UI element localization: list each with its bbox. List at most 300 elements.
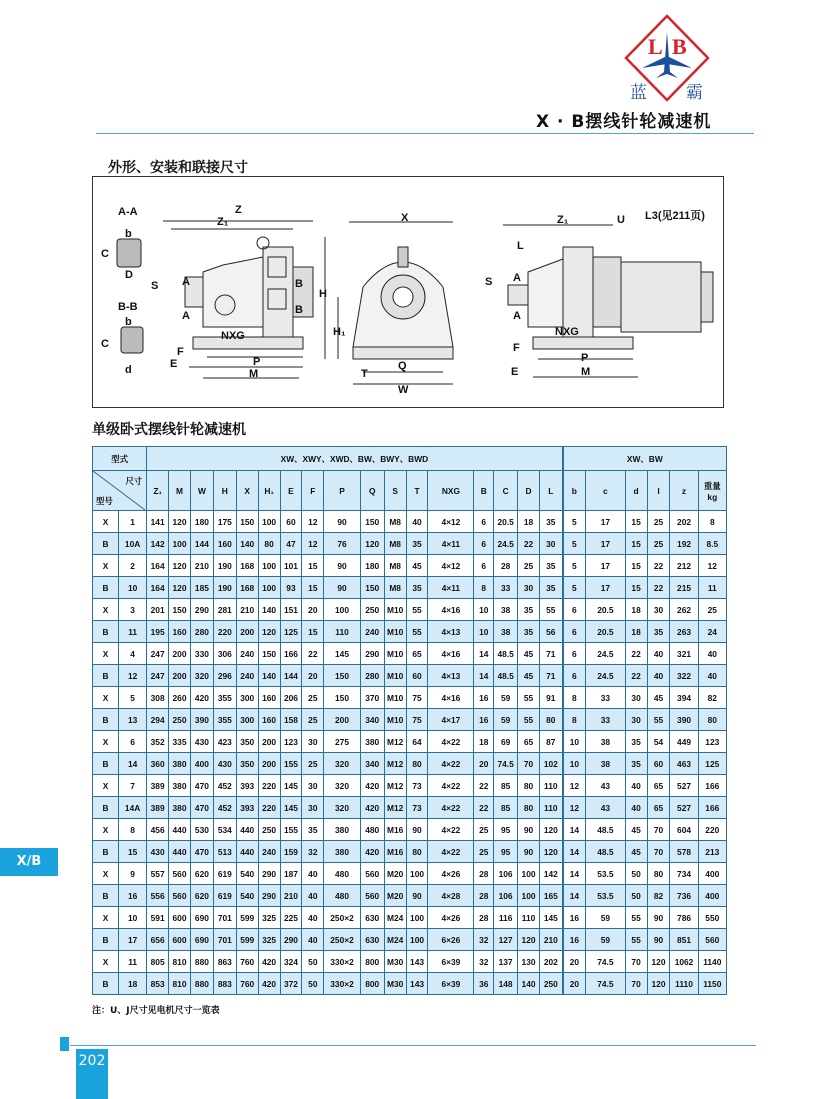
row-model-cell: 8	[119, 819, 147, 841]
table-cell: 656	[147, 929, 169, 951]
table-row	[93, 577, 727, 599]
table-cell: 40	[302, 863, 324, 885]
table-cell: 470	[190, 797, 213, 819]
label-z: Z	[235, 204, 242, 216]
label-t: T	[361, 368, 368, 380]
table-cell: 55	[406, 621, 428, 643]
table-cell: 4×12	[428, 511, 474, 533]
table-cell: 470	[190, 841, 213, 863]
row-model-cell: 9	[119, 863, 147, 885]
row-model-cell: 18	[119, 973, 147, 995]
row-type-cell: B	[93, 841, 119, 863]
table-cell: 883	[213, 973, 236, 995]
table-cell: 330	[190, 643, 213, 665]
table-cell: 202	[670, 511, 698, 533]
row-model-cell: 6	[119, 731, 147, 753]
table-cell: 145	[280, 797, 302, 819]
table-cell: 65	[647, 797, 670, 819]
table-cell: 101	[280, 555, 302, 577]
table-cell: 100	[258, 511, 280, 533]
table-cell: 155	[280, 819, 302, 841]
table-cell: 55	[647, 709, 670, 731]
table-cell: 40	[647, 665, 670, 687]
table-cell: 80	[518, 775, 540, 797]
table-cell: 220	[258, 775, 280, 797]
table-cell: 43	[586, 797, 626, 819]
corner-model-label: 型号	[96, 496, 113, 506]
table-cell: 190	[213, 555, 236, 577]
table-cell: 4×26	[428, 863, 474, 885]
table-cell: M10	[384, 621, 406, 643]
column-header: F	[302, 471, 324, 511]
table-cell: 851	[670, 929, 698, 951]
table-cell: 440	[236, 841, 258, 863]
table-row	[93, 643, 727, 665]
table-cell: 75	[406, 687, 428, 709]
table-cell: 360	[147, 753, 169, 775]
label-b-small: b	[125, 228, 132, 240]
table-cell: 15	[625, 555, 647, 577]
table-cell: 45	[406, 555, 428, 577]
table-cell: 250	[360, 599, 384, 621]
table-cell: 578	[670, 841, 698, 863]
label-x: X	[401, 212, 409, 224]
column-header: S	[384, 471, 406, 511]
table-row	[93, 599, 727, 621]
row-type-cell: B	[93, 533, 119, 555]
table-cell: 120	[169, 555, 191, 577]
table-cell: 60	[406, 665, 428, 687]
row-type-cell: B	[93, 709, 119, 731]
table-cell: 213	[698, 841, 726, 863]
table-cell: 144	[280, 665, 302, 687]
table-cell: M24	[384, 907, 406, 929]
table-cell: 127	[494, 929, 518, 951]
table-cell: 80	[539, 709, 562, 731]
table-cell: 560	[169, 863, 191, 885]
row-type-cell: X	[93, 643, 119, 665]
column-header: P	[324, 471, 360, 511]
table-cell: 168	[236, 577, 258, 599]
row-type-cell: X	[93, 863, 119, 885]
table-cell: 16	[563, 907, 586, 929]
table-cell: 8	[563, 687, 586, 709]
table-cell: 262	[670, 599, 698, 621]
table-cell: 120	[360, 533, 384, 555]
row-model-cell: 14	[119, 753, 147, 775]
table-cell: 50	[625, 885, 647, 907]
table-cell: 4×11	[428, 533, 474, 555]
table-cell: 87	[539, 731, 562, 753]
table-cell: 32	[474, 929, 494, 951]
table-cell: 420	[360, 797, 384, 819]
table-cell: 59	[494, 687, 518, 709]
table-cell: 59	[586, 907, 626, 929]
table-cell: 1062	[670, 951, 698, 973]
table-cell: 75	[406, 709, 428, 731]
row-type-cell: B	[93, 753, 119, 775]
table-cell: 130	[518, 951, 540, 973]
table-cell: 90	[406, 885, 428, 907]
table-cell: 560	[698, 929, 726, 951]
row-model-cell: 17	[119, 929, 147, 951]
table-cell: 430	[213, 753, 236, 775]
table-cell: M8	[384, 511, 406, 533]
table-cell: 100	[169, 533, 191, 555]
table-cell: 372	[280, 973, 302, 995]
table-cell: 420	[190, 687, 213, 709]
table-cell: 48.5	[494, 665, 518, 687]
label-u: U	[617, 214, 625, 226]
column-header: B	[474, 471, 494, 511]
row-model-cell: 7	[119, 775, 147, 797]
table-cell: 120	[518, 929, 540, 951]
table-cell: 90	[647, 907, 670, 929]
table-cell: 380	[169, 753, 191, 775]
table-cell: 6×39	[428, 973, 474, 995]
table-cell: 65	[518, 731, 540, 753]
table-cell: 250	[169, 709, 191, 731]
table-cell: 33	[494, 577, 518, 599]
table-cell: 35	[539, 511, 562, 533]
table-cell: 55	[406, 599, 428, 621]
label-b2: B	[295, 304, 303, 316]
column-header: M	[169, 471, 191, 511]
label-s-right: S	[485, 276, 493, 288]
table-cell: 155	[280, 753, 302, 775]
column-header: L	[539, 471, 562, 511]
table-cell: M12	[384, 797, 406, 819]
table-cell: 250×2	[324, 907, 360, 929]
table-row	[93, 907, 727, 929]
table-cell: 619	[213, 885, 236, 907]
table-cell: 56	[539, 621, 562, 643]
label-c2: C	[101, 338, 109, 350]
table-cell: 300	[236, 687, 258, 709]
table-cell: 15	[302, 621, 324, 643]
table-cell: 70	[647, 819, 670, 841]
row-model-cell: 5	[119, 687, 147, 709]
table-cell: 160	[169, 621, 191, 643]
table-cell: 85	[494, 775, 518, 797]
table-cell: 90	[518, 841, 540, 863]
table-cell: 70	[625, 951, 647, 973]
label-l: L	[517, 240, 524, 252]
table-cell: 70	[625, 973, 647, 995]
table-cell: 480	[360, 819, 384, 841]
table-cell: 145	[280, 775, 302, 797]
table-cell: 120	[169, 577, 191, 599]
table-cell: 100	[406, 863, 428, 885]
table-cell: 200	[324, 709, 360, 731]
table-cell: 151	[280, 599, 302, 621]
table-cell: 14	[474, 643, 494, 665]
table-cell: 6	[563, 621, 586, 643]
table-cell: 210	[190, 555, 213, 577]
table-cell: 600	[169, 907, 191, 929]
table-cell: 10	[474, 599, 494, 621]
table-cell: 150	[169, 599, 191, 621]
table-cell: 556	[147, 885, 169, 907]
table-cell: 4×12	[428, 555, 474, 577]
table-cell: 393	[236, 797, 258, 819]
table-cell: 4×22	[428, 731, 474, 753]
table-cell: 100	[258, 555, 280, 577]
table-cell: 393	[236, 775, 258, 797]
table-cell: 340	[360, 709, 384, 731]
table-cell: 880	[190, 951, 213, 973]
table-cell: 76	[324, 533, 360, 555]
table-cell: 137	[494, 951, 518, 973]
table-cell: 69	[494, 731, 518, 753]
table-row	[93, 687, 727, 709]
table-cell: 38	[586, 753, 626, 775]
table-cell: 25	[474, 841, 494, 863]
table-cell: 690	[190, 907, 213, 929]
table-cell: 24.5	[494, 533, 518, 555]
row-type-cell: B	[93, 577, 119, 599]
row-model-cell: 15	[119, 841, 147, 863]
table-cell: 330×2	[324, 973, 360, 995]
table-cell: 195	[147, 621, 169, 643]
table-cell: 35	[647, 621, 670, 643]
table-cell: 18	[625, 621, 647, 643]
table-cell: 145	[324, 643, 360, 665]
table-cell: 14	[563, 863, 586, 885]
row-type-cell: X	[93, 555, 119, 577]
table-cell: 48.5	[494, 643, 518, 665]
table-cell: M8	[384, 577, 406, 599]
table-cell: 100	[406, 907, 428, 929]
table-cell: 463	[670, 753, 698, 775]
table-cell: 206	[280, 687, 302, 709]
table-cell: 143	[406, 973, 428, 995]
table-cell: 394	[670, 687, 698, 709]
table-cell: 335	[169, 731, 191, 753]
table-cell: 20	[474, 753, 494, 775]
table-cell: 90	[324, 511, 360, 533]
table-cell: 53.5	[586, 863, 626, 885]
label-e: E	[170, 358, 178, 370]
table-cell: 604	[670, 819, 698, 841]
table-cell: M10	[384, 665, 406, 687]
table-cell: 35	[539, 577, 562, 599]
table-cell: 120	[258, 621, 280, 643]
table-cell: M12	[384, 775, 406, 797]
label-a2: A	[182, 310, 190, 322]
table-cell: 160	[258, 687, 280, 709]
table-cell: 290	[280, 929, 302, 951]
label-c: C	[101, 248, 109, 260]
table-row	[93, 511, 727, 533]
table-cell: 82	[647, 885, 670, 907]
table-cell: 35	[406, 577, 428, 599]
table-cell: 14	[563, 885, 586, 907]
table-cell: 263	[670, 621, 698, 643]
table-cell: 8	[563, 709, 586, 731]
table-cell: 110	[324, 621, 360, 643]
table-cell: 1150	[698, 973, 726, 995]
table-cell: 210	[539, 929, 562, 951]
table-cell: 45	[625, 819, 647, 841]
table-cell: 71	[539, 665, 562, 687]
table-cell: 550	[698, 907, 726, 929]
table-cell: 50	[302, 973, 324, 995]
table-cell: 390	[190, 709, 213, 731]
table-cell: 15	[302, 555, 324, 577]
table-cell: 30	[647, 599, 670, 621]
table-cell: 260	[169, 687, 191, 709]
column-header: W	[190, 471, 213, 511]
table-cell: 275	[324, 731, 360, 753]
table-cell: 250×2	[324, 929, 360, 951]
table-cell: 45	[518, 665, 540, 687]
table-cell: M24	[384, 929, 406, 951]
table-cell: 6	[563, 599, 586, 621]
table-cell: 33	[586, 687, 626, 709]
table-cell: 5	[563, 533, 586, 555]
label-p: P	[253, 356, 261, 368]
column-header: H	[213, 471, 236, 511]
table-cell: 12	[302, 533, 324, 555]
table-cell: 25	[302, 687, 324, 709]
table-cell: 17	[586, 555, 626, 577]
table-cell: 164	[147, 577, 169, 599]
label-h1: H₁	[333, 326, 346, 338]
table-cell: 90	[518, 819, 540, 841]
table-row	[93, 929, 727, 951]
table-cell: 620	[190, 863, 213, 885]
table-cell: 82	[698, 687, 726, 709]
label-section-bb: B-B	[118, 301, 138, 313]
row-type-cell: X	[93, 687, 119, 709]
table-cell: 28	[474, 863, 494, 885]
brand-name-left: 蓝	[630, 83, 647, 103]
table-cell: 80	[258, 533, 280, 555]
table-cell: 5	[563, 555, 586, 577]
table-cell: 320	[324, 797, 360, 819]
label-section-aa: A-A	[118, 206, 138, 218]
table-cell: 591	[147, 907, 169, 929]
brand-name-right: 霸	[686, 83, 703, 103]
table-cell: 210	[280, 885, 302, 907]
row-model-cell: 10	[119, 907, 147, 929]
table-cell: 120	[647, 973, 670, 995]
table-cell: 200	[258, 731, 280, 753]
table-cell: 40	[302, 885, 324, 907]
table-cell: 330×2	[324, 951, 360, 973]
table-cell: 220	[213, 621, 236, 643]
column-header: b	[563, 471, 586, 511]
table-cell: 54	[647, 731, 670, 753]
row-type-cell: X	[93, 907, 119, 929]
table-cell: 786	[670, 907, 698, 929]
table-cell: 800	[360, 951, 384, 973]
table-cell: 150	[258, 643, 280, 665]
table-cell: 159	[280, 841, 302, 863]
table-cell: 18	[518, 511, 540, 533]
label-b: B	[295, 278, 303, 290]
table-cell: 11	[698, 577, 726, 599]
table-cell: 202	[539, 951, 562, 973]
table-cell: 215	[670, 577, 698, 599]
table-cell: 48.5	[586, 819, 626, 841]
table-cell: 390	[670, 709, 698, 731]
row-model-cell: 2	[119, 555, 147, 577]
table-cell: 30	[625, 709, 647, 731]
table-cell: 212	[670, 555, 698, 577]
table-cell: 45	[625, 841, 647, 863]
table-cell: 120	[169, 511, 191, 533]
column-header: d	[625, 471, 647, 511]
row-type-cell: X	[93, 951, 119, 973]
table-cell: M10	[384, 709, 406, 731]
table-cell: 71	[539, 643, 562, 665]
table-cell: 20	[302, 665, 324, 687]
table-cell: 6×39	[428, 951, 474, 973]
table-cell: 430	[147, 841, 169, 863]
label-b-small2: b	[125, 316, 132, 328]
label-z1: Z₁	[217, 216, 229, 228]
table-cell: 321	[670, 643, 698, 665]
table-cell: 452	[213, 797, 236, 819]
table-cell: 557	[147, 863, 169, 885]
table-cell: 280	[360, 665, 384, 687]
row-type-cell: B	[93, 973, 119, 995]
dimension-drawing	[92, 176, 724, 408]
table-cell: 30	[625, 687, 647, 709]
table-cell: 141	[147, 511, 169, 533]
table-cell: 110	[518, 907, 540, 929]
table-cell: 80	[518, 797, 540, 819]
table-cell: 250	[539, 973, 562, 995]
table-cell: 14	[563, 841, 586, 863]
table-cell: 30	[302, 797, 324, 819]
table-cell: 247	[147, 665, 169, 687]
table-cell: M10	[384, 643, 406, 665]
table-cell: 30	[518, 577, 540, 599]
table-cell: 220	[258, 797, 280, 819]
table-cell: 22	[625, 665, 647, 687]
table-cell: 15	[625, 577, 647, 599]
table-cell: 100	[324, 599, 360, 621]
table-cell: 30	[539, 533, 562, 555]
table-cell: 599	[236, 907, 258, 929]
table-cell: 200	[236, 621, 258, 643]
table-cell: 200	[258, 753, 280, 775]
table-cell: 225	[280, 907, 302, 929]
table-cell: 64	[406, 731, 428, 753]
table-cell: 440	[169, 841, 191, 863]
table-cell: 60	[647, 753, 670, 775]
table-cell: M16	[384, 819, 406, 841]
row-model-cell: 4	[119, 643, 147, 665]
table-cell: 166	[280, 643, 302, 665]
row-model-cell: 16	[119, 885, 147, 907]
table-cell: 527	[670, 797, 698, 819]
brand-logo	[622, 12, 712, 104]
table-cell: 4×13	[428, 621, 474, 643]
table-cell: 38	[586, 731, 626, 753]
table-cell: 80	[647, 863, 670, 885]
table-cell: 294	[147, 709, 169, 731]
table-cell: 12	[302, 511, 324, 533]
table-row	[93, 665, 727, 687]
table-cell: 14	[563, 819, 586, 841]
table-cell: 600	[169, 929, 191, 951]
table-cell: 400	[698, 885, 726, 907]
table-cell: 28	[494, 555, 518, 577]
